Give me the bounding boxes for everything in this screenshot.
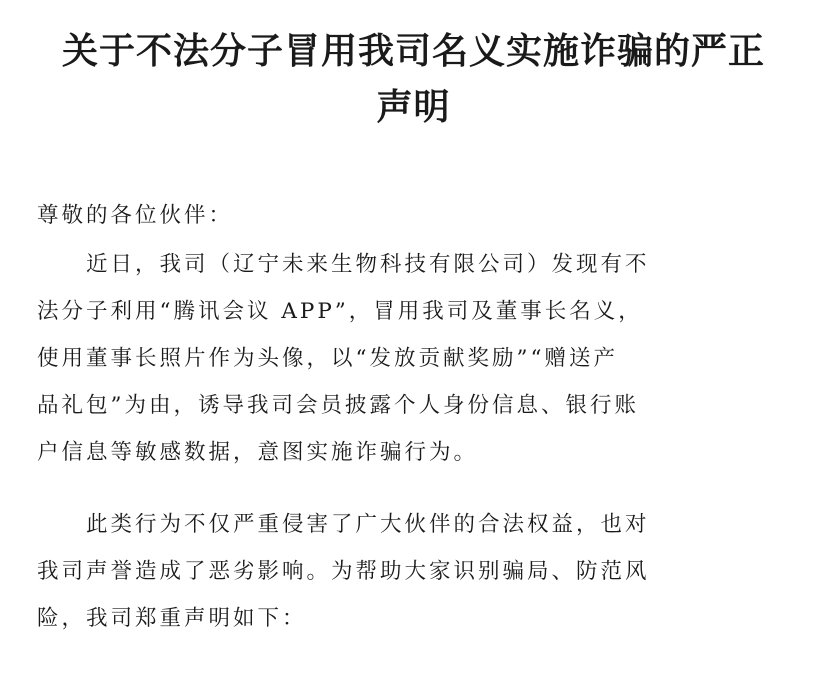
paragraph-1-line-4: 品礼包”为由，诱导我司会员披露个人身份信息、银行账 — [37, 393, 639, 418]
statement-title — [0, 24, 827, 136]
paragraph-1-line-5: 户信息等敏感数据，意图实施诈骗行为。 — [37, 440, 479, 465]
salutation: 尊敬的各位伙伴： — [37, 203, 234, 228]
paragraph-1-line-2: 法分子利用“腾讯会议 APP”，冒用我司及董事长名义， — [37, 299, 643, 324]
paragraph-1 — [37, 241, 777, 476]
paragraph-2-line-1: 此类行为不仅严重侵害了广大伙伴的合法权益，也对 — [86, 512, 650, 537]
paragraph-2-line-2: 我司声誉造成了恶劣影响。为帮助大家识别骗局、防范风 — [37, 559, 650, 584]
paragraph-2-line-3: 险，我司郑重声明如下： — [37, 606, 307, 631]
paragraph-2 — [37, 501, 777, 642]
title-line-2: 声明 — [376, 87, 451, 128]
paragraph-1-line-1: 近日，我司（辽宁未来生物科技有限公司）发现有不 — [86, 252, 650, 277]
paragraph-1-line-3: 使用董事长照片作为头像，以“发放贡献奖励”“赠送产 — [37, 346, 618, 371]
title-line-1: 关于不法分子冒用我司名义实施诈骗的严正 — [61, 31, 765, 72]
